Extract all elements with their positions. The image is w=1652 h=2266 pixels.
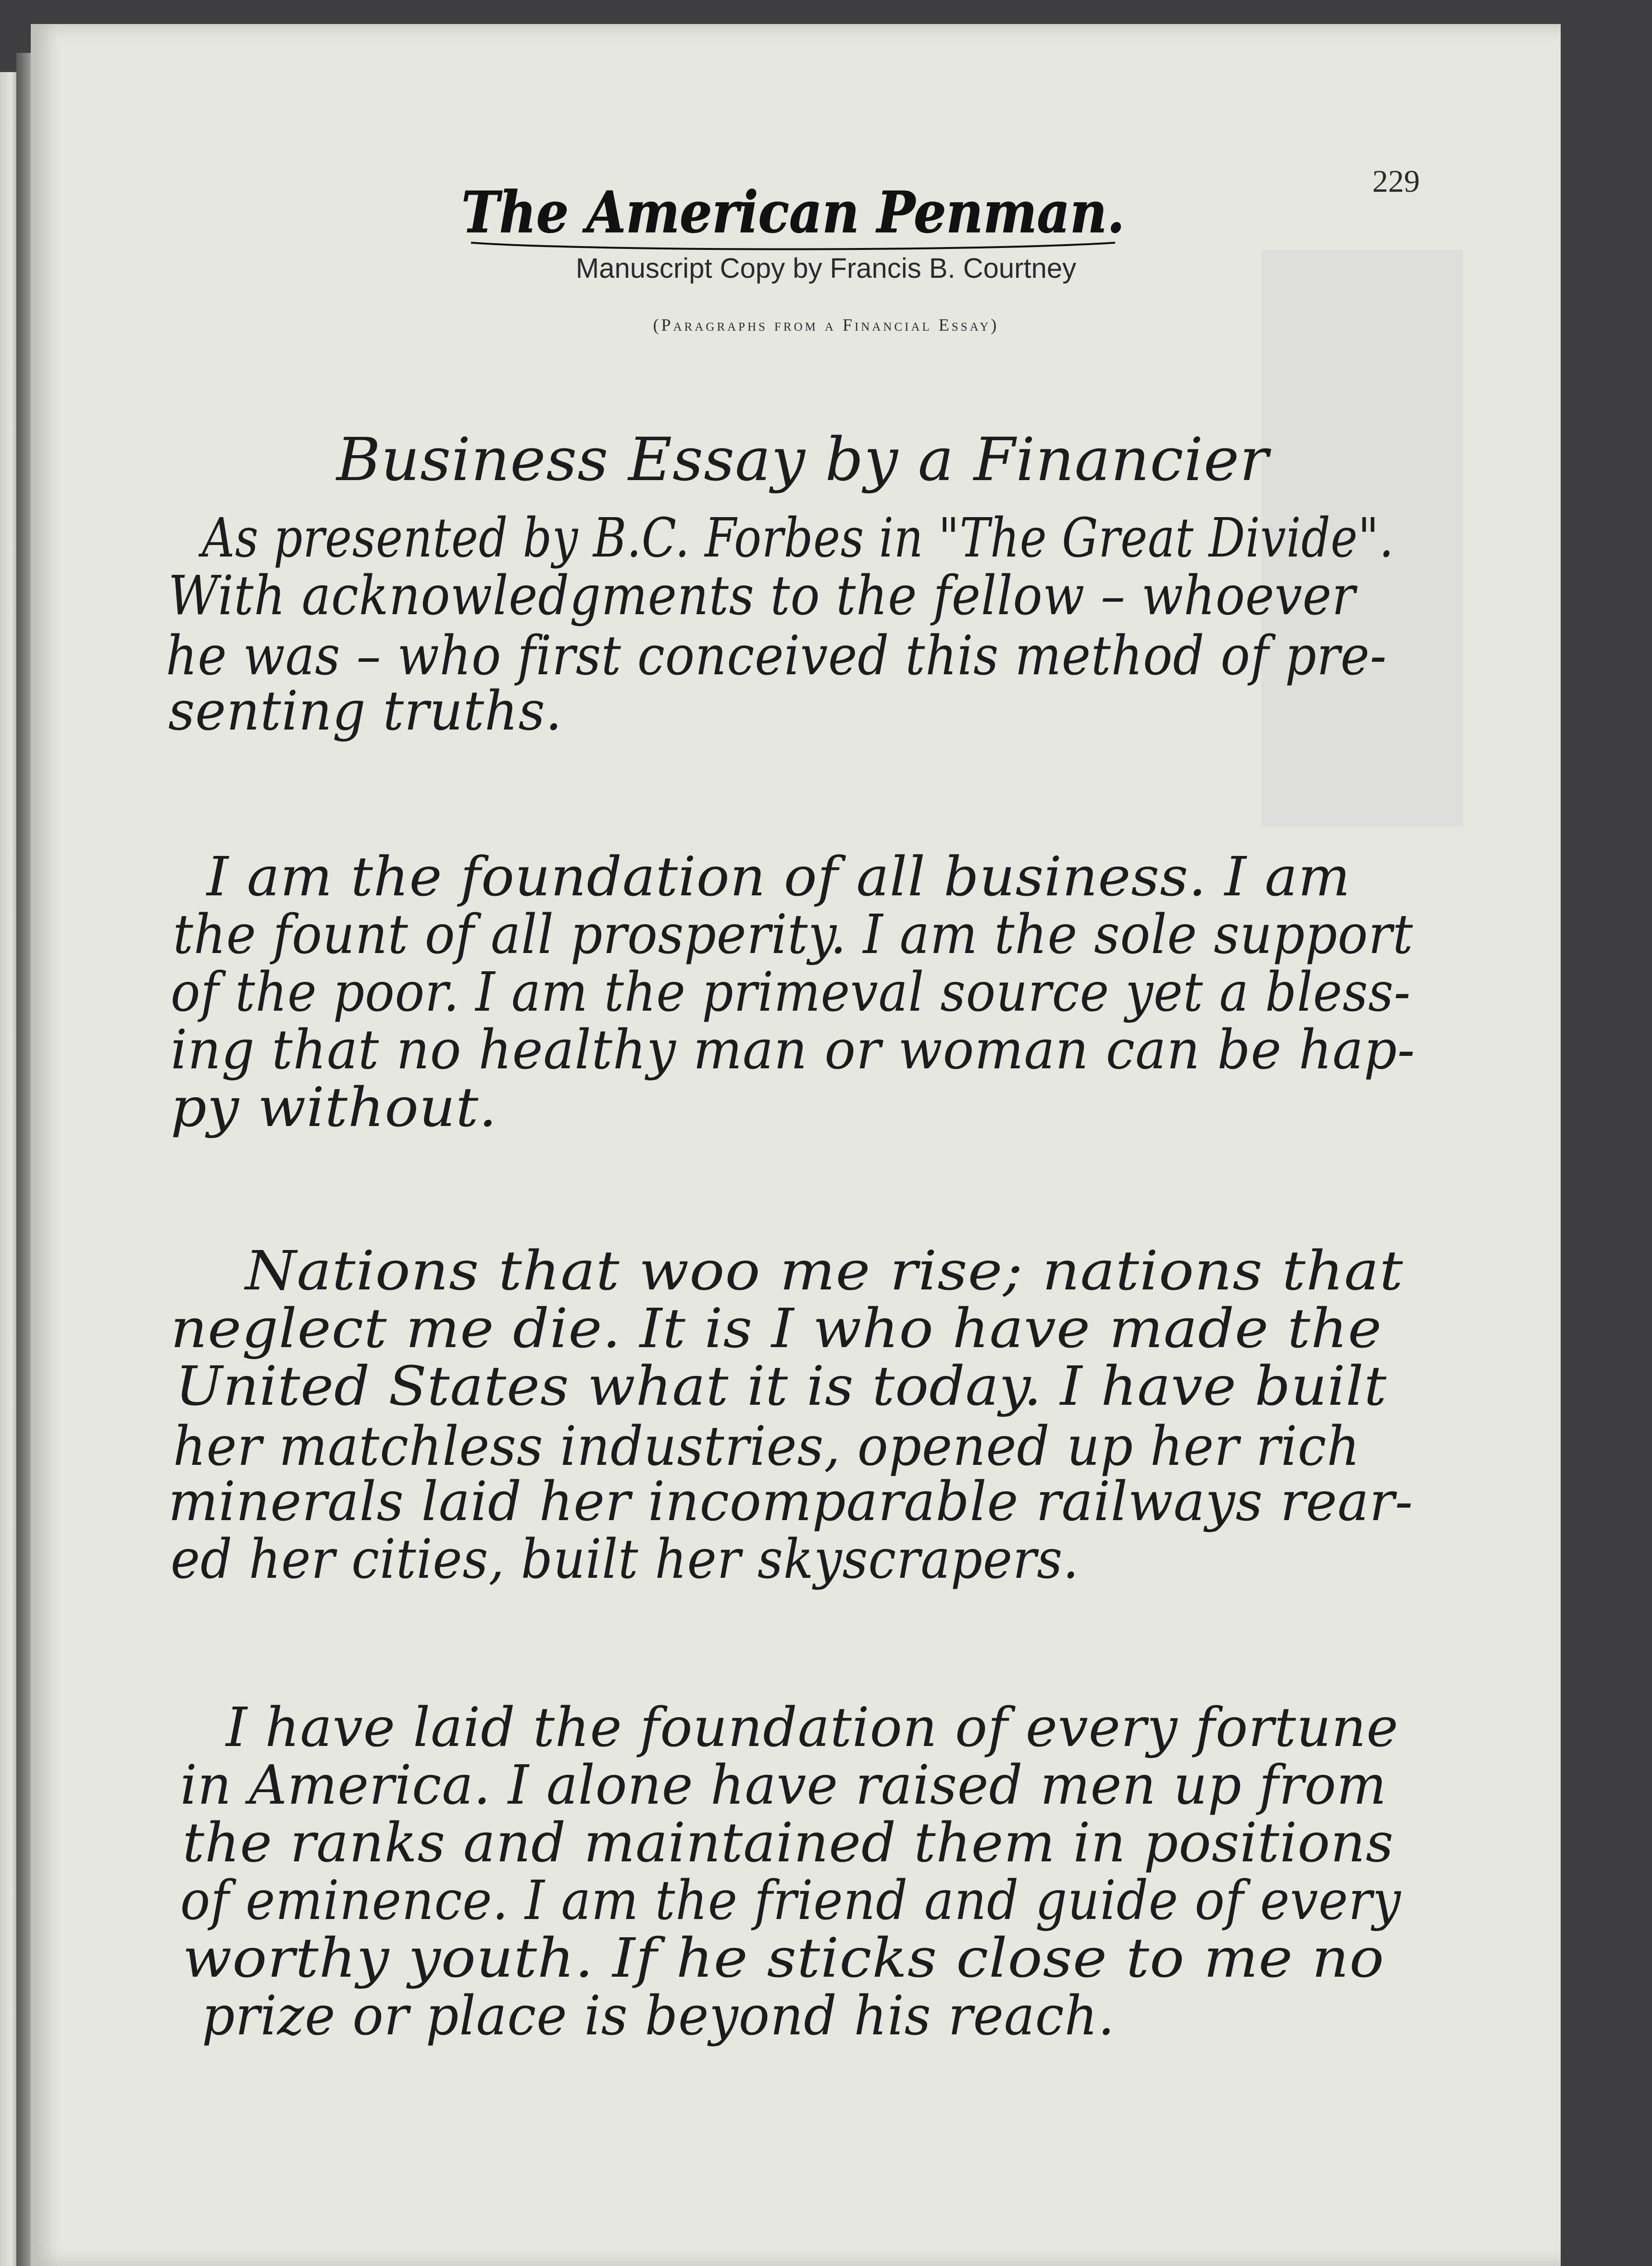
intro-line-3: With acknowledgments to the fellow – whoever [168,565,1356,627]
intro-line-2: As presented by B.C. Forbes in "The Great Divide". [202,507,1394,570]
para3-line-2: in America. I alone have raised men up from [180,1754,1387,1817]
masthead-logo [442,171,1144,262]
para1-line-1: I am the foundation of all business. I am [207,846,1351,908]
para3-line-6: prize or place is beyond his reach. [202,1985,1115,2047]
masthead-text: The American Penman. [461,179,1125,246]
intro-line-1: Business Essay by a Financier [336,425,1269,495]
para1-line-2: the fount of all prosperity. I am the sole support [173,904,1414,966]
para3-line-3: the ranks and maintained them in positions [183,1812,1394,1874]
para1-line-3: of the poor. I am the primeval source yet a bless- [171,961,1411,1024]
para2-line-3: United States what it is today. I have built [175,1355,1387,1418]
para1-line-5: py without. [171,1077,497,1139]
para3-line-1: I have laid the foundation of every fortune [226,1696,1399,1759]
para3-line-5: worthy youth. If he sticks close to me no [183,1927,1385,1990]
subsubtitle: (Paragraphs from a Financial Essay) [653,315,999,334]
para2-line-2: neglect me die. It is I who have made the [171,1298,1382,1360]
facing-page-edge [0,72,16,2266]
para3-line-4: of eminence. I am the friend and guide of every [180,1870,1402,1932]
para2-line-6: ed her cities, built her skyscrapers. [171,1528,1079,1591]
intro-line-5: senting truths. [168,680,563,743]
para2-line-1: Nations that woo me rise; nations that [245,1240,1404,1302]
para1-line-4: ing that no healthy man or woman can be hap- [171,1019,1416,1081]
para2-line-4: her matchless industries, opened up her rich [173,1415,1360,1478]
page-number: 229 [1372,164,1420,199]
intro-line-4: he was – who first conceived this method of pre- [166,625,1387,687]
subtitle: Manuscript Copy by Francis B. Courtney [575,253,1077,284]
para2-line-5: minerals laid her incomparable railways rear- [168,1471,1414,1533]
